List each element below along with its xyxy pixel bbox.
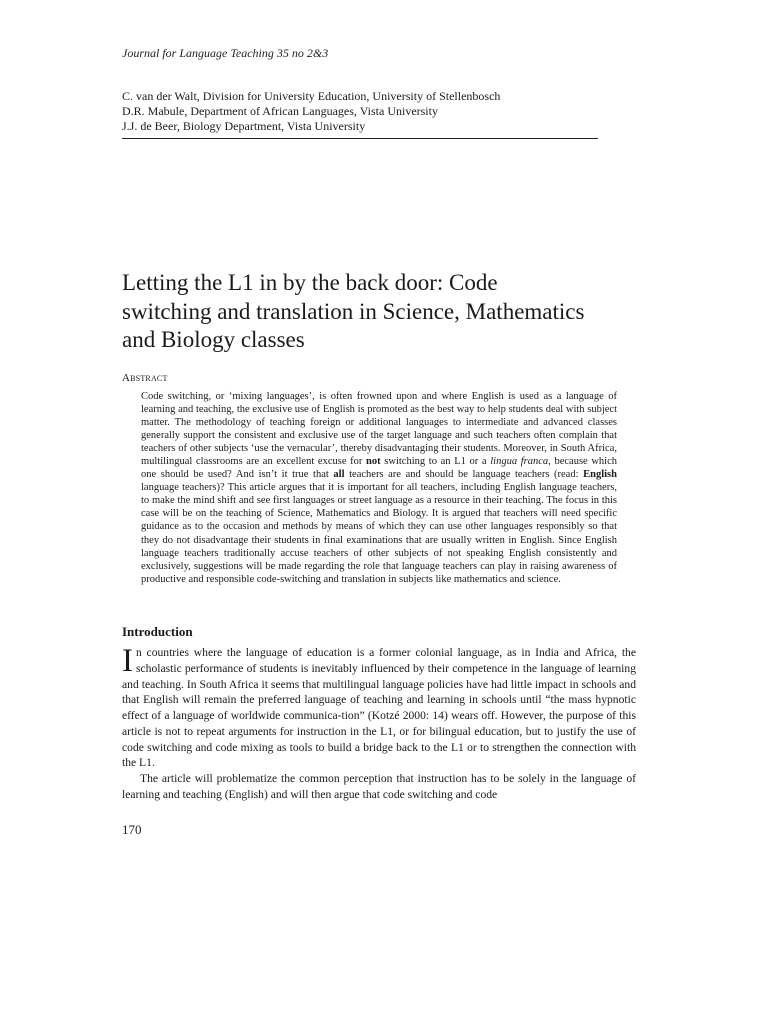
author-line: C. van der Walt, Division for University Education, University of Stellenbosch	[122, 89, 501, 103]
journal-header: Journal for Language Teaching 35 no 2&3	[122, 46, 329, 60]
page-number: 170	[122, 822, 142, 837]
abstract-heading: Abstract	[122, 372, 168, 384]
abstract-run: , because which one should be used? And isn’t it true that	[141, 456, 618, 481]
drop-cap: I	[122, 643, 133, 679]
author-list	[122, 89, 598, 139]
author-line: D.R. Mabule, Department of African Languages, Vista University	[122, 104, 438, 118]
intro-paragraph: The article will problematize the common perception that instruction has to be solely in the language of learning and teaching (English) and will then argue that code switching and code	[122, 772, 636, 801]
introduction-heading: Introduction	[122, 624, 193, 639]
abstract-text	[141, 390, 617, 586]
abstract-bold: all	[333, 469, 345, 481]
abstract-run: switching to an L1 or a	[380, 456, 491, 468]
abstract-run: language teachers)? This article argues that it is important for all teachers, including English language teachers, to make the mind shift and see first languages or street language as a resource in their teaching. The focus in this case will be on the teaching of Science, Mathematics and Biology. It is argued that teachers will need specific guidance as to the occasion and methods by means of which they can use other languages responsibly so that they do not disadvantage their students in final examinations that are usually written in English. Since English language teachers traditionally accuse teachers of other subjects of not speaking English consistently and exclusively, suggestions will be made regarding the role that language teachers can play in raising awareness of productive and responsible code-switching and translation in subjects like mathematics and science.	[141, 482, 617, 585]
author-line: J.J. de Beer, Biology Department, Vista University	[122, 119, 366, 133]
intro-paragraph	[122, 645, 636, 771]
abstract-run: Code switching, or ‘mixing languages’, is often frowned upon and where English is used as a language of learning and teaching, the exclusive use of English is promoted as the best way to help students deal with subject matter. The methodology of teaching foreign or additional languages to intermediate and advanced classes generally support the consistent and exclusive use of the target language and such teachers often complain that teachers of other subjects ‘use the vernacular’, thereby disadvantaging their students. Moreover, in South Africa, multilingual classrooms are an excellent excuse for	[141, 391, 617, 468]
introduction-body	[122, 645, 636, 803]
abstract-italic: lingua franca	[490, 456, 549, 468]
article-title: Letting the L1 in by the back door: Code switching and translation in Science, Mathematics and Biology classes	[122, 270, 585, 352]
intro-text: n countries where the language of education is a former colonial language, as in India and Africa, the scholastic performance of students is inevitably influenced by their competence in the language of learning and teaching. In South Africa it seems that multilingual language policies have had little impact in schools and that English will remain the preferred language of teaching and learning in schools until “the mass hypnotic effect of a language of worldwide communica-tion” (Kotzé 2000: 14) wears off. However, the purpose of this article is not to repeat arguments for instruction in the L1, or for bilingual education, but to justify the use of code switching and code mixing as tools to build a bridge back to the L1 or to strengthen the connection with the L1.	[122, 646, 636, 770]
abstract-run: teachers are and should be language teachers (read:	[344, 469, 584, 481]
abstract-bold: not	[366, 456, 381, 468]
abstract-bold: English	[583, 469, 617, 481]
